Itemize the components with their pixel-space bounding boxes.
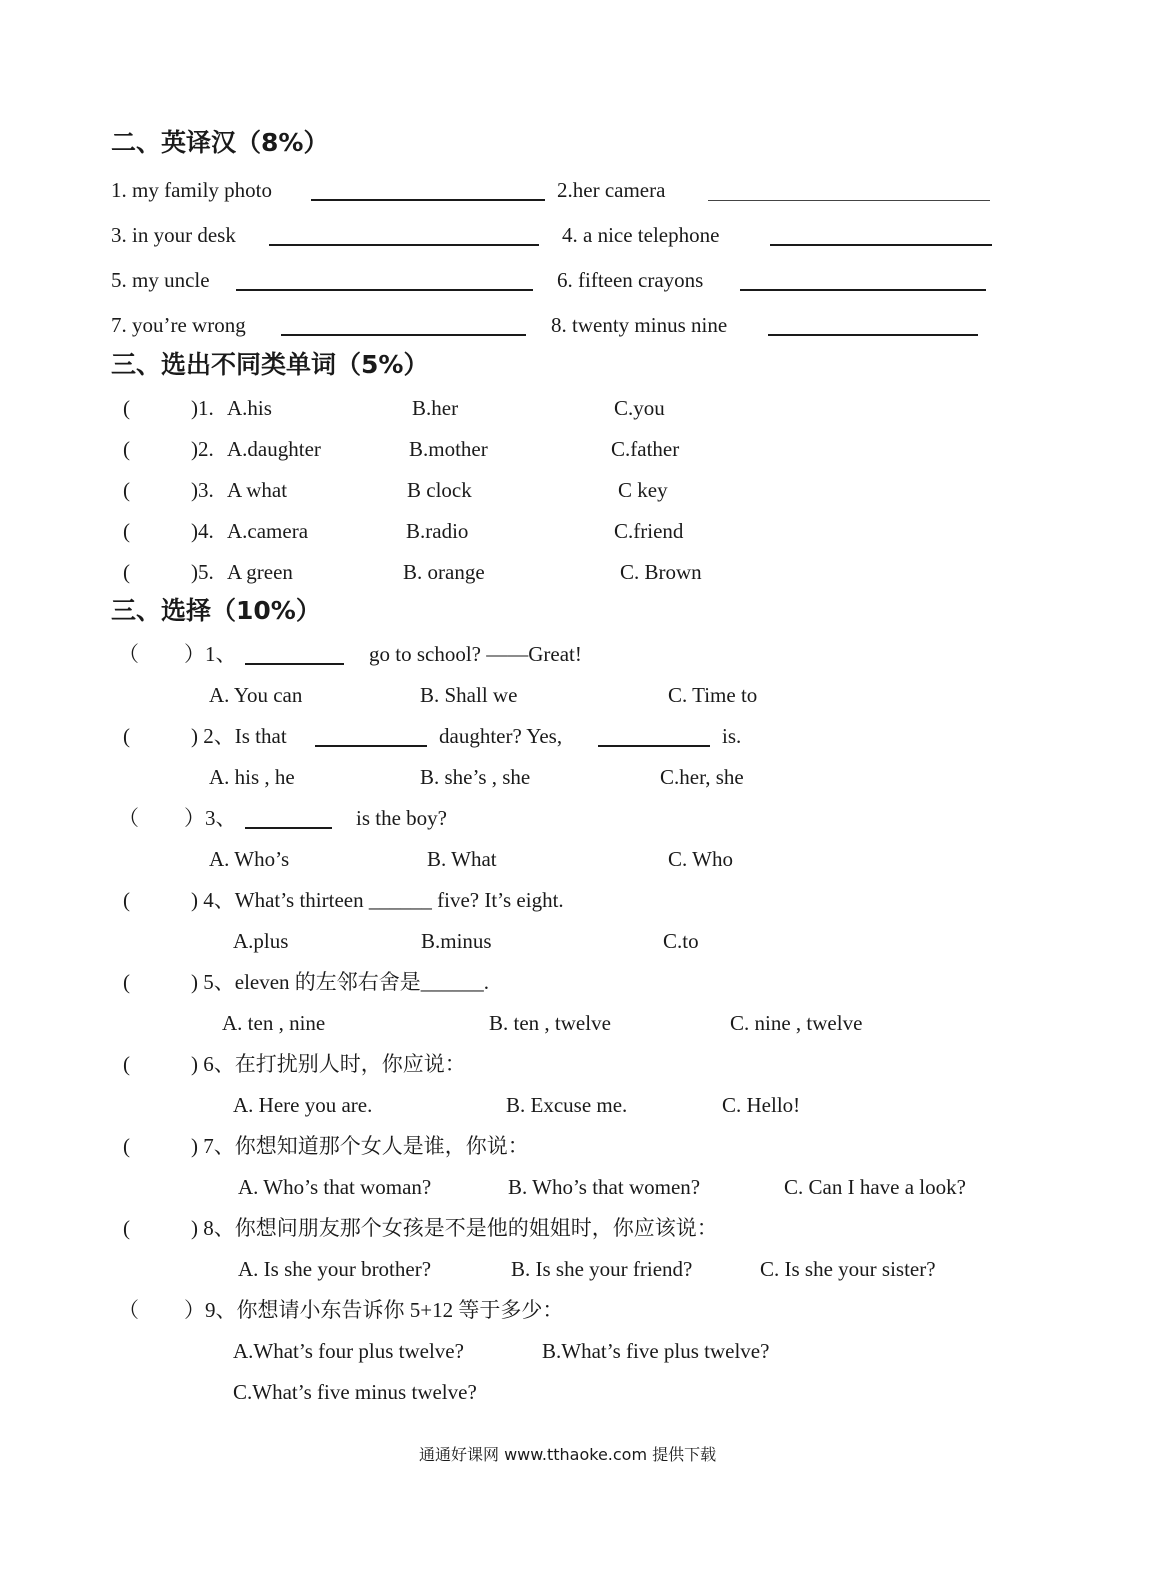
option-a: A.daughter xyxy=(227,437,321,461)
question-text: is. xyxy=(722,724,742,748)
answer-blank[interactable] xyxy=(740,289,986,291)
option-b: B.minus xyxy=(421,929,492,953)
answer-blank[interactable] xyxy=(245,827,332,829)
option-c: C. nine , twelve xyxy=(730,1011,863,1035)
option-c: C. Can I have a look? xyxy=(784,1175,966,1199)
answer-paren[interactable]: （ xyxy=(118,806,139,830)
option-c: C.you xyxy=(614,396,665,420)
option-a: A. Is she your brother? xyxy=(238,1257,432,1281)
question-number: )1. xyxy=(191,396,214,420)
option-a: A green xyxy=(227,560,293,584)
translate-item-1: 1. my family photo xyxy=(111,178,272,202)
question-text: ) 7、你想知道那个女人是谁，你说： xyxy=(191,1134,529,1158)
option-c: C.father xyxy=(611,437,680,461)
option-a: A what xyxy=(227,478,288,502)
answer-paren[interactable]: ( xyxy=(123,519,130,543)
answer-blank[interactable] xyxy=(281,334,526,336)
answer-paren[interactable]: ( xyxy=(123,1216,130,1240)
option-b: B. she’s , she xyxy=(420,765,531,789)
question-number: ）1、 xyxy=(184,642,237,666)
section-title-translate: 二、英译汉（8%） xyxy=(111,128,329,157)
option-b: B. Shall we xyxy=(420,683,518,707)
option-b: B. Who’s that women? xyxy=(508,1175,701,1199)
option-a: A. Here you are. xyxy=(233,1093,373,1117)
answer-blank[interactable] xyxy=(598,745,710,747)
option-b: B. ten , twelve xyxy=(489,1011,611,1035)
answer-paren[interactable]: （ xyxy=(118,642,139,666)
answer-paren[interactable]: （ xyxy=(118,1298,139,1322)
answer-blank[interactable] xyxy=(708,200,990,201)
answer-blank[interactable] xyxy=(245,663,344,665)
question-text: ) 4、What’s thirteen ______ five? It’s eight. xyxy=(191,888,564,912)
translate-item-3: 3. in your desk xyxy=(111,223,236,247)
answer-paren[interactable]: ( xyxy=(123,724,130,748)
question-text: ) 5、eleven 的左邻右舍是______. xyxy=(191,970,490,994)
question-number: )3. xyxy=(191,478,214,502)
answer-blank[interactable] xyxy=(269,244,539,246)
translate-item-7: 7. you’re wrong xyxy=(111,313,246,337)
question-text: ) 6、在打扰别人时，你应说： xyxy=(191,1052,466,1076)
question-text: ) 8、你想问朋友那个女孩是不是他的姐姐时，你应该说： xyxy=(191,1216,718,1240)
option-c: C.What’s five minus twelve? xyxy=(233,1380,477,1404)
option-b: B clock xyxy=(407,478,472,502)
translate-item-2: 2.her camera xyxy=(557,178,666,202)
option-c: C. Time to xyxy=(668,683,758,707)
option-a: A. Who’s that woman? xyxy=(238,1175,432,1199)
option-b: B. Excuse me. xyxy=(506,1093,628,1117)
answer-paren[interactable]: ( xyxy=(123,560,130,584)
answer-paren[interactable]: ( xyxy=(123,396,130,420)
question-number: )2. xyxy=(191,437,214,461)
translate-item-5: 5. my uncle xyxy=(111,268,210,292)
question-number: ）3、 xyxy=(184,806,237,830)
option-c: C key xyxy=(618,478,668,502)
answer-paren[interactable]: ( xyxy=(123,437,130,461)
section-title-odd-word: 三、选出不同类单词（5%） xyxy=(111,350,429,379)
answer-paren[interactable]: ( xyxy=(123,1052,130,1076)
answer-paren[interactable]: ( xyxy=(123,1134,130,1158)
option-c: C. Is she your sister? xyxy=(760,1257,936,1281)
option-a: A.his xyxy=(227,396,272,420)
question-text: daughter? Yes, xyxy=(439,724,563,748)
translate-item-8: 8. twenty minus nine xyxy=(551,313,728,337)
option-b: B.What’s five plus twelve? xyxy=(542,1339,770,1363)
option-c: C. Hello! xyxy=(722,1093,801,1117)
answer-blank[interactable] xyxy=(770,244,992,246)
question-text: ) 2、Is that xyxy=(191,724,287,748)
answer-blank[interactable] xyxy=(236,289,533,291)
question-text: ）9、你想请小东告诉你 5+12 等于多少： xyxy=(184,1298,564,1322)
option-b: B.mother xyxy=(409,437,488,461)
option-a: A. You can xyxy=(209,683,303,707)
answer-paren[interactable]: ( xyxy=(123,970,130,994)
translate-item-4: 4. a nice telephone xyxy=(562,223,720,247)
answer-paren[interactable]: ( xyxy=(123,478,130,502)
answer-blank[interactable] xyxy=(311,199,545,201)
option-a: A. Who’s xyxy=(209,847,290,871)
option-b: B. orange xyxy=(403,560,485,584)
option-a: A.What’s four plus twelve? xyxy=(233,1339,464,1363)
answer-paren[interactable]: ( xyxy=(123,888,130,912)
answer-blank[interactable] xyxy=(768,334,978,336)
option-c: C. Brown xyxy=(620,560,702,584)
section-title-choice: 三、选择（10%） xyxy=(111,596,321,625)
option-a: A.camera xyxy=(227,519,309,543)
question-number: )5. xyxy=(191,560,214,584)
option-b: B.radio xyxy=(406,519,469,543)
option-b: B.her xyxy=(412,396,459,420)
option-a: A.plus xyxy=(233,929,289,953)
option-b: B. What xyxy=(427,847,497,871)
option-c: C.to xyxy=(663,929,699,953)
translate-item-6: 6. fifteen crayons xyxy=(557,268,704,292)
question-text: is the boy? xyxy=(356,806,447,830)
option-c: C.her, she xyxy=(660,765,744,789)
option-b: B. Is she your friend? xyxy=(511,1257,693,1281)
option-c: C.friend xyxy=(614,519,684,543)
question-number: )4. xyxy=(191,519,214,543)
option-c: C. Who xyxy=(668,847,733,871)
footer-credit: 通通好课网 www.tthaoke.com 提供下载 xyxy=(419,1445,717,1464)
question-text: go to school? ——Great! xyxy=(369,642,582,666)
option-a: A. his , he xyxy=(209,765,295,789)
option-a: A. ten , nine xyxy=(222,1011,326,1035)
answer-blank[interactable] xyxy=(315,745,427,747)
